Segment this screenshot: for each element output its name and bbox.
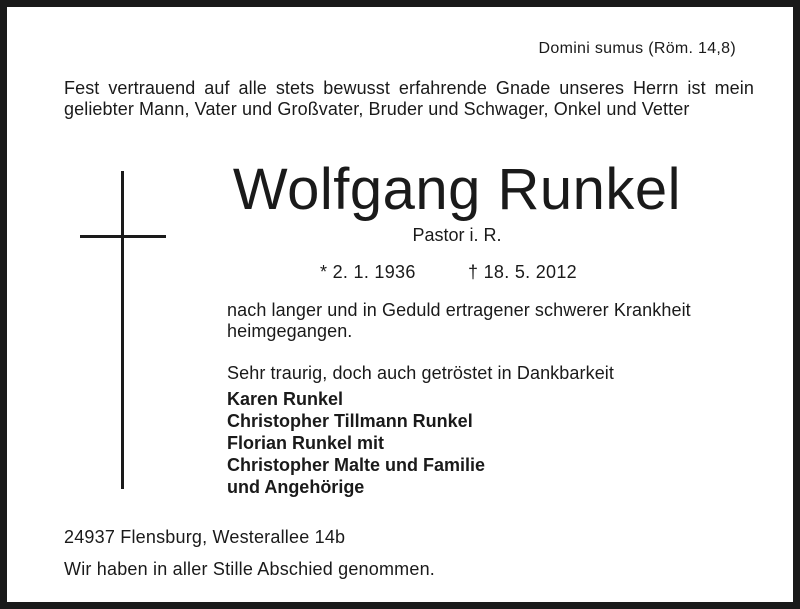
deceased-title: Pastor i. R.: [412, 225, 502, 245]
family-list: [227, 388, 485, 498]
bible-quote: Domini sumus (Röm. 14,8): [538, 40, 736, 57]
deceased-name: Wolfgang Runkel: [232, 157, 682, 222]
passing-text: nach langer und in Geduld ertragener schwerer Krankheit heimgegangen.: [227, 300, 691, 341]
death-date: † 18. 5. 2012: [468, 262, 577, 282]
cross-vertical-beam: [121, 171, 124, 489]
family-member: Florian Runkel mit: [227, 433, 385, 453]
intro-text: Fest vertrauend auf alle stets bewusst erfahrende Gnade unseres Herrn ist mein geliebter Mann, Vater und Großvater, Bruder und Schwager, Onkel und Vetter: [64, 78, 754, 119]
cross-icon: [80, 171, 166, 489]
family-member: und Angehörige: [227, 477, 365, 497]
family-member: Christopher Malte und Familie: [227, 455, 486, 475]
family-member: Karen Runkel: [227, 389, 344, 409]
family-member: Christopher Tillmann Runkel: [227, 411, 473, 431]
farewell-text: Wir haben in aller Stille Abschied genommen.: [64, 559, 435, 579]
birth-date: * 2. 1. 1936: [320, 262, 416, 282]
cross-horizontal-beam: [80, 235, 166, 238]
address: 24937 Flensburg, Westerallee 14b: [64, 527, 346, 547]
mourning-text: Sehr traurig, doch auch getröstet in Dankbarkeit: [227, 363, 615, 383]
